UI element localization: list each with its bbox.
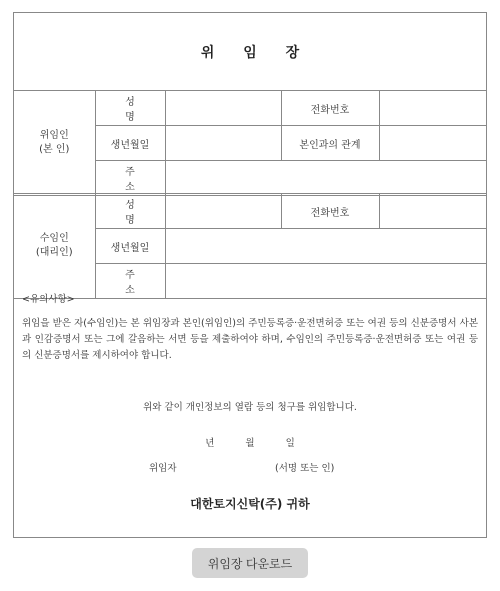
delegator-group-label: 위임인 (본 인) [14, 91, 95, 196]
signature-note: (서명 또는 인) [275, 463, 335, 474]
signature-row [22, 460, 478, 474]
delegate-address-label: 주 소 [95, 264, 165, 299]
delegator-phone-field[interactable] [379, 91, 486, 126]
date-year-label: 년 [205, 438, 215, 449]
delegate-birthdate-label: 생년월일 [95, 229, 165, 264]
delegator-address-field[interactable] [165, 161, 486, 196]
delegate-name-label: 성 명 [95, 194, 165, 229]
delegator-table [14, 91, 486, 196]
delegator-birthdate-label: 생년월일 [95, 126, 165, 161]
form-title: 위 임 장 [14, 13, 486, 91]
delegate-name-field[interactable] [165, 194, 281, 229]
delegator-relation-field[interactable] [379, 126, 486, 161]
delegator-name-label: 성 명 [95, 91, 165, 126]
delegator-relation-label: 본인과의 관계 [281, 126, 379, 161]
delegator-name-field[interactable] [165, 91, 281, 126]
delegator-address-label: 주 소 [95, 161, 165, 196]
date-month-label: 월 [245, 438, 255, 449]
delegator-phone-label: 전화번호 [281, 91, 379, 126]
delegation-form [13, 12, 487, 538]
download-button[interactable]: 위임장 다운로드 [192, 548, 308, 578]
delegator-sign-label: 위임자 [149, 463, 177, 474]
date-line [22, 435, 478, 449]
recipient: 대한토지신탁(주) 귀하 [190, 497, 310, 511]
delegator-birthdate-field[interactable] [165, 126, 281, 161]
date-day-label: 일 [285, 438, 295, 449]
delegate-phone-field[interactable] [379, 194, 486, 229]
delegation-statement: 위와 같이 개인정보의 열람 등의 청구를 위임합니다. [143, 402, 357, 413]
delegate-group-label: 수임인 (대리인) [14, 194, 95, 299]
notes-heading: <유의사항> [22, 294, 75, 305]
notes-section [14, 283, 486, 537]
notes-body: 위임을 받은 자(수임인)는 본 위임장과 본인(위임인)의 주민등록증·운전면허증 또는 여권 등의 신분증명서 사본과 인감증명서 또는 그에 갈음하는 서면 등을 제출하여야 하며, 수임인의 주민등록증·운전면허증 또는 여권 등의 신분증명서를 제시하여야 합니다. [22, 318, 478, 361]
delegate-phone-label: 전화번호 [281, 194, 379, 229]
delegate-birthdate-field[interactable] [165, 229, 486, 264]
